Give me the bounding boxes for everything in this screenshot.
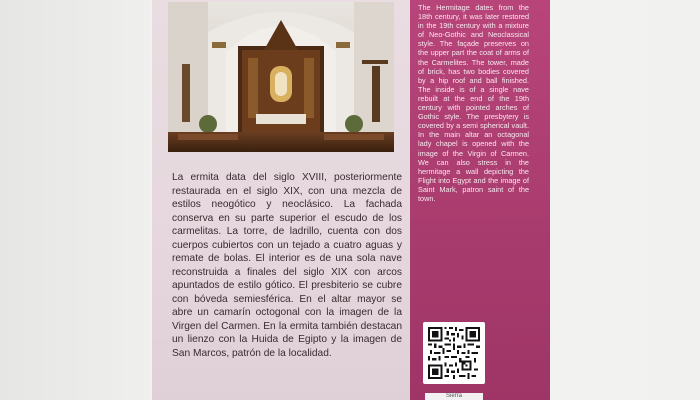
- sponsor-logo: Sierra: [425, 393, 483, 400]
- church-interior-photo: [168, 2, 394, 152]
- description-spanish: La ermita data del siglo XVIII, posteriormente restaurada en el siglo XIX, con una mezcla de estilos neogótico y neoclásico. La fachada conserva en su parte superior el escudo de los carmelitas. La torre, de ladrillo, cuenta con dos cuerpos cubiertos con un tejado a cuatro aguas y remate de bolas. El interior es de una sola nave reconstruida a finales del siglo XIX con arcos apuntados de estilo gótico. El presbiterio se cubre con bóveda semiesférica. En el altar mayor se abre un camarín octogonal con la imagen de la Virgen del Carmen. En la ermita también destacan un lienzo con la Huida de Egipto y la imagen de San Marcos, patrón de la localidad.: [172, 172, 402, 359]
- description-english: The Hermitage dates from the 18th century, it was later restored in the 19th century with a mixture of Neo-Gothic and Neoclassical style. The façade preserves on the upper part the coat of arms of the Carmelites. The tower, made of brick, has two bodies covered by a hip roof and ball finished. The inside is of a single nave rebuilt at the end of the 19th century with pointed arches of Gothic style. The presbytery is covered by a semi spherical vault. In the main altar an octagonal lady chapel is opened with the image of the Virgin of Carmen. We can also stress in the hermitage a wall depicting the Flight into Egypt and the image of Saint Mark, patron saint of the town.: [418, 3, 529, 203]
- wall-background: [0, 0, 150, 400]
- qr-code[interactable]: [423, 322, 485, 384]
- qr-code-icon: [428, 327, 480, 379]
